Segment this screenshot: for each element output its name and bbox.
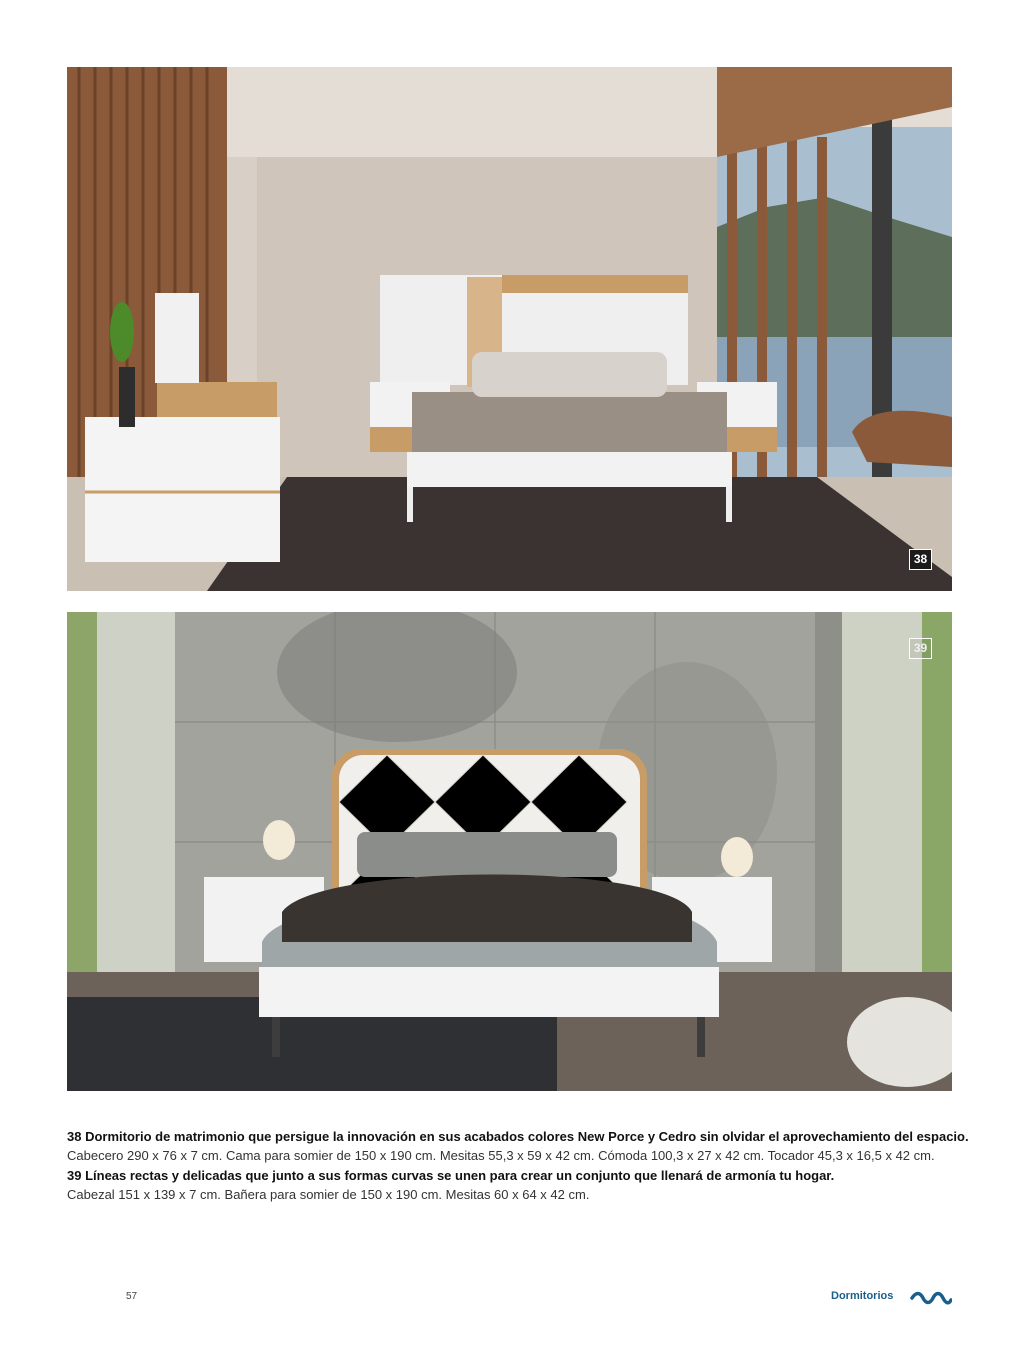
photo-number-badge-39: 39	[909, 638, 932, 659]
photo-bedroom-38	[67, 67, 952, 591]
photo-bedroom-39	[67, 612, 952, 1091]
wave-logo-icon	[910, 1290, 952, 1310]
caption-details: Cabecero 290 x 76 x 7 cm. Cama para somier de 150 x 190 cm. Mesitas 55,3 x 59 x 42 cm. Cómoda 100,3 x 27 x 42 cm. Tocador 45,3 x 16,5 x 42 cm.	[67, 1148, 935, 1163]
caption-title: 38 Dormitorio de matrimonio que persigue la innovación en sus acabados colores New Porce y Cedro sin olvidar el aprovechamiento del espacio.	[67, 1129, 969, 1144]
caption-title: 39 Líneas rectas y delicadas que junto a sus formas curvas se unen para crear un conjunto que llenará de armonía tu hogar.	[67, 1168, 835, 1183]
page-number: 57	[126, 1291, 138, 1302]
section-label: Dormitorios	[831, 1290, 894, 1302]
caption-39	[67, 1166, 957, 1204]
caption-details: Cabezal 151 x 139 x 7 cm. Bañera para somier de 150 x 190 cm. Mesitas 60 x 64 x 42 cm.	[67, 1187, 590, 1202]
photo-number-badge-38: 38	[909, 549, 932, 570]
caption-38	[67, 1127, 969, 1165]
